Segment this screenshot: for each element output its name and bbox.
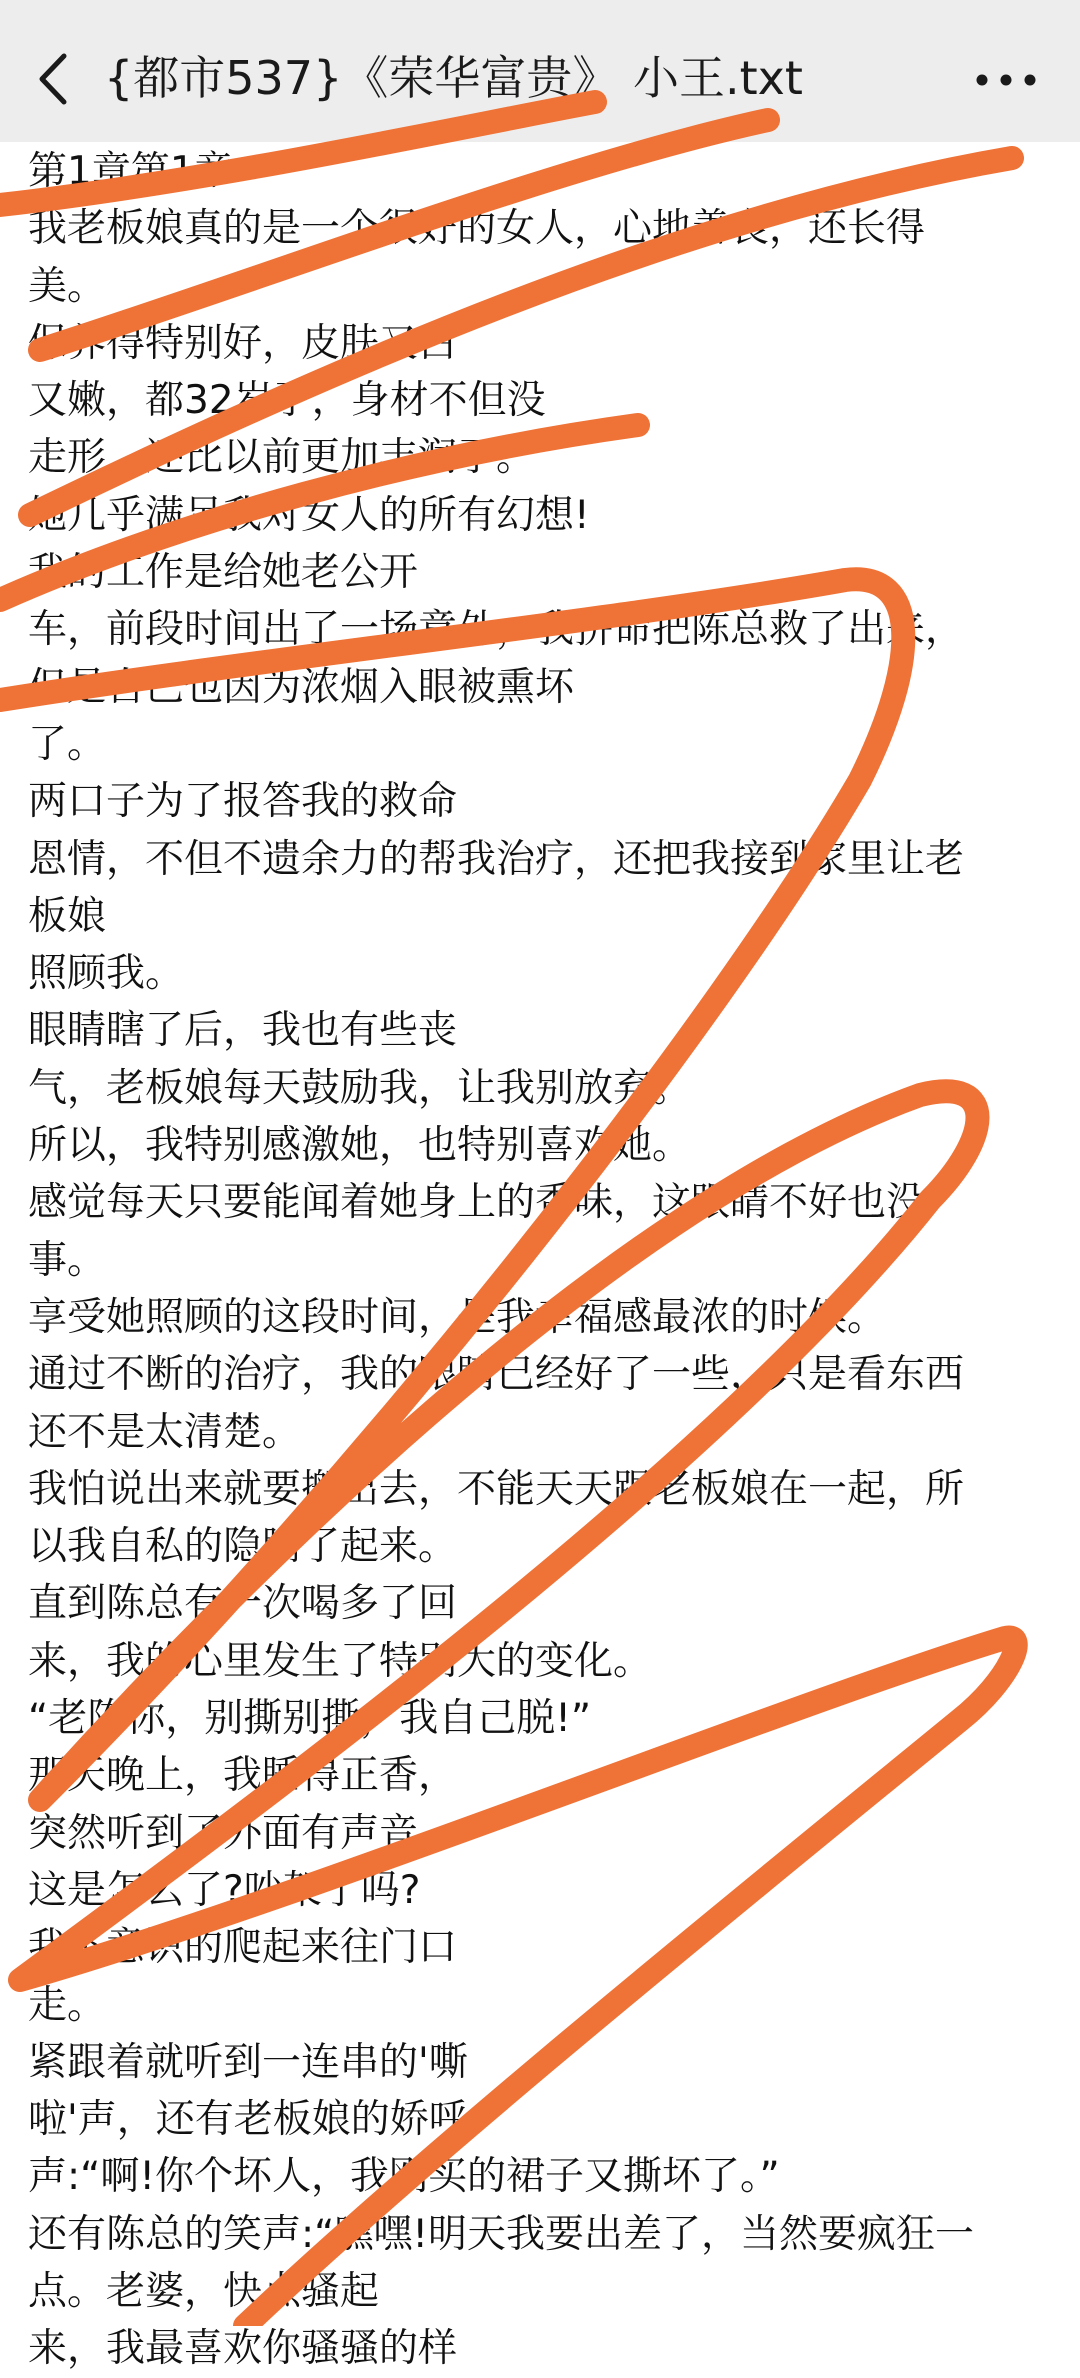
text-line: 来，我最喜欢你骚骚的样	[28, 2326, 458, 2372]
text-line: 车，前段时间出了一场意外，我拼命把陈总救了出来，	[28, 607, 965, 653]
text-line: 突然听到了外面有声音。	[28, 1810, 458, 1856]
text-line: 走形，还比以前更加丰润了。	[28, 435, 536, 481]
text-line: 板娘	[28, 893, 107, 939]
text-line: 第1章第1章	[28, 149, 234, 194]
text-line: 点。老婆，快点骚起	[28, 2268, 380, 2314]
text-line: 我下意识的爬起来往门口	[28, 1925, 458, 1971]
text-line: 所以，我特别感激她，也特别喜欢她。	[28, 1123, 692, 1169]
text-line: 那天晚上，我睡得正香，	[28, 1753, 458, 1799]
chevron-left-icon	[26, 44, 82, 114]
text-line: 气，老板娘每天鼓励我，让我别放弃。	[28, 1065, 692, 1111]
text-line: 了。	[28, 721, 107, 767]
text-line: 以我自私的隐瞒了起来。	[28, 1524, 458, 1570]
text-line: 我怕说出来就要搬出去，不能天天跟老板娘在一起，所	[28, 1466, 965, 1512]
text-line: 享受她照顾的这段时间，是我幸福感最浓的时候。	[28, 1294, 887, 1340]
text-line: 又嫩，都32岁了，身材不但没	[28, 378, 546, 424]
text-line: 两口子为了报答我的救命	[28, 779, 458, 825]
text-line: 眼睛瞎了后，我也有些丧	[28, 1008, 458, 1054]
top-bar	[0, 0, 1080, 142]
text-content	[28, 143, 1058, 2378]
text-line: 保养得特别好，皮肤又白	[28, 320, 458, 366]
more-options-button[interactable]	[966, 58, 1046, 102]
text-line: 啦'声，还有老板娘的娇呼	[28, 2097, 468, 2143]
more-horizontal-icon	[966, 58, 1046, 102]
text-line: 通过不断的治疗，我的眼睛已经好了一些，只是看东西	[28, 1352, 965, 1398]
text-line: 来，我的心里发生了特别大的变化。	[28, 1638, 653, 1684]
text-line: 恩情，不但不遗余力的帮我治疗，还把我接到家里让老	[28, 836, 965, 882]
text-line: 事。	[28, 1237, 107, 1283]
text-line: 声:“啊!你个坏人，我刚买的裙子又撕坏了。”	[28, 2154, 780, 2200]
text-line: 但是自己也因为浓烟入眼被熏坏	[28, 664, 575, 710]
text-line: 感觉每天只要能闻着她身上的香味，这眼睛不好也没	[28, 1180, 926, 1226]
document-title: {都市537}《荣华富贵》 小王.txt	[104, 51, 803, 105]
text-line: 还不是太清楚。	[28, 1409, 302, 1455]
text-line: “老陈你，别撕别撕，我自己脱!”	[28, 1696, 592, 1742]
text-line: 还有陈总的笑声:“嘿嘿!明天我要出差了，当然要疯狂一	[28, 2211, 974, 2257]
text-line: 我的工作是给她老公开	[28, 550, 419, 596]
text-line: 我老板娘真的是一个很好的女人，心地善良，还长得	[28, 206, 926, 252]
text-line: 走。	[28, 1982, 107, 2028]
text-line: 她几乎满足我对女人的所有幻想!	[28, 492, 590, 538]
back-button[interactable]	[26, 44, 82, 114]
text-line: 这是怎么了?吵架了吗?	[28, 1867, 421, 1913]
text-line: 直到陈总有一次喝多了回	[28, 1581, 458, 1627]
text-line: 照顾我。	[28, 951, 185, 997]
text-line: 美。	[28, 263, 107, 309]
text-line: 紧跟着就听到一连串的'嘶	[28, 2039, 468, 2085]
